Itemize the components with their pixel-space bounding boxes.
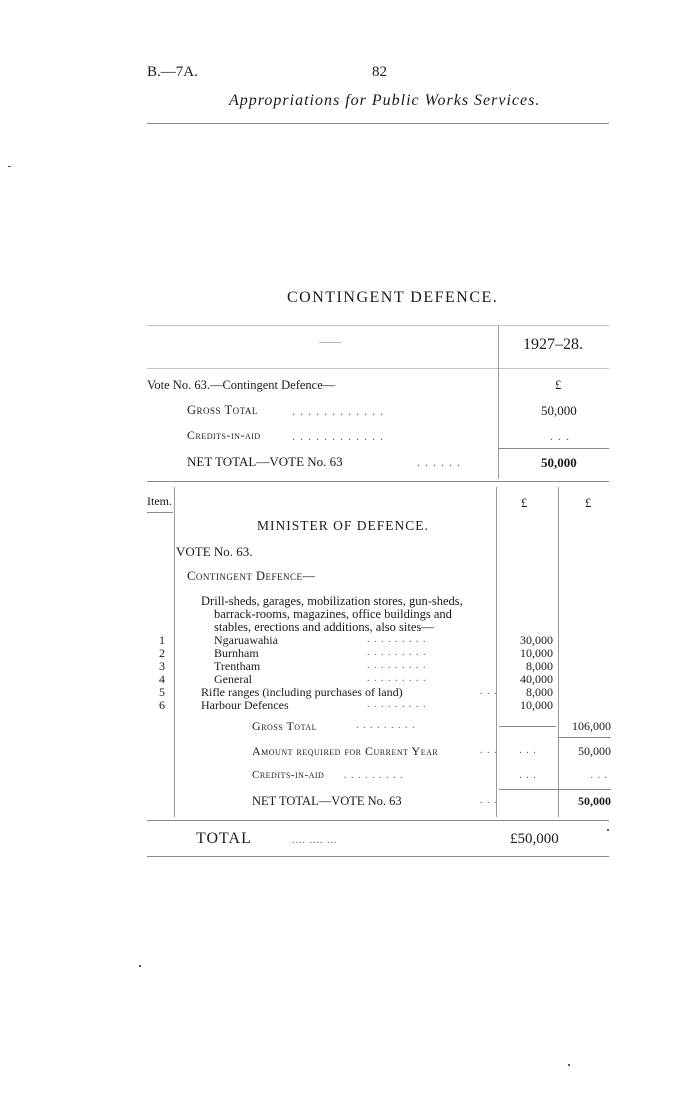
- item-name: Rifle ranges (including purchases of land): [201, 685, 403, 699]
- item-column-header: Item.: [147, 494, 172, 508]
- summary-header-rule: [147, 368, 609, 369]
- item-name: Trentham: [214, 659, 261, 673]
- scan-mark: [139, 965, 141, 967]
- item-dots: . . . . . . . . .: [367, 647, 427, 658]
- summary-net-total-dots: . . . . . .: [417, 455, 461, 469]
- description-line-3: stables, erections and additions, also sites—: [214, 620, 434, 634]
- grand-total-value: £50,000: [510, 831, 559, 847]
- gross-total-rule: [499, 726, 556, 727]
- item-amount: 8,000: [526, 659, 553, 673]
- detail-credits-label: Credits-in-aid: [252, 769, 325, 781]
- item-name: Burnham: [214, 646, 259, 660]
- amount-required-dots: . . .: [480, 745, 498, 756]
- detail-credits-col2: . . .: [590, 770, 608, 781]
- running-title: Appropriations for Public Works Services.: [229, 92, 541, 109]
- item-dots: . . . . . . . . .: [367, 673, 427, 684]
- gross-total-dots: . . . . . . . . .: [356, 720, 416, 731]
- gross-total-label: Gross Total: [252, 719, 317, 733]
- description-column-divider: [496, 487, 497, 817]
- summary-vote-label: Vote No. 63.—Contingent Defence—: [147, 378, 336, 392]
- item-dots: . . . . . . . . .: [367, 660, 427, 671]
- gross-total-value: 106,000: [572, 719, 611, 733]
- scan-mark: [607, 829, 609, 831]
- page-number: 82: [372, 64, 387, 80]
- item-number: 5: [159, 685, 165, 699]
- detail-credits-dots: . . . . . . . . .: [344, 770, 404, 781]
- summary-net-rule: [499, 448, 609, 449]
- grand-total-rule: [147, 856, 609, 857]
- summary-net-total-label: NET TOTAL—VOTE No. 63: [187, 454, 343, 469]
- summary-year: 1927–28.: [523, 336, 583, 353]
- item-number: 4: [159, 672, 165, 686]
- amount-required-value: 50,000: [578, 744, 611, 758]
- item-number: 3: [159, 659, 165, 673]
- summary-bottom-rule: [147, 481, 609, 482]
- item-amount: 10,000: [520, 698, 553, 712]
- summary-credits-dots: . . . . . . . . . . . .: [292, 429, 384, 443]
- grand-total-label: TOTAL: [196, 830, 252, 847]
- description-line-1: Drill-sheds, garages, mobilization stores, gun-sheds,: [201, 594, 463, 608]
- summary-top-rule: [147, 325, 609, 326]
- summary-dash: ——: [319, 336, 341, 348]
- item-name: Ngaruawahia: [214, 633, 278, 647]
- item-column-divider: [174, 487, 175, 817]
- item-amount: 30,000: [520, 633, 553, 647]
- vote-heading: VOTE No. 63.: [176, 544, 253, 559]
- summary-gross-total-dots: . . . . . . . . . . . .: [292, 404, 384, 418]
- item-dots: . . . . . . . . .: [367, 699, 427, 710]
- gross-total-right-rule: [559, 737, 611, 738]
- detail-net-total-dots: . . .: [480, 795, 498, 806]
- detail-currency-1: £: [521, 496, 528, 510]
- item-amount: 8,000: [526, 685, 553, 699]
- item-dots: . . . . . . . . .: [367, 634, 427, 645]
- summary-column-divider: [498, 326, 499, 479]
- section-title: CONTINGENT DEFENCE.: [287, 289, 499, 306]
- grand-total-dots: .... .... ...: [292, 835, 338, 846]
- detail-bottom-rule: [147, 820, 609, 821]
- page-reference: B.—7A.: [147, 64, 198, 80]
- item-name: General: [214, 672, 252, 686]
- amount-required-col1: . . .: [519, 745, 537, 756]
- net-total-rule: [499, 789, 611, 790]
- summary-gross-total-label: Gross Total: [187, 403, 258, 417]
- scan-mark: [568, 1064, 570, 1066]
- summary-credits-value: . . .: [550, 429, 570, 443]
- detail-credits-col1: . . .: [519, 770, 537, 781]
- detail-net-total-label: NET TOTAL—VOTE No. 63: [252, 794, 402, 808]
- item-number: 1: [159, 633, 165, 647]
- summary-net-total-value: 50,000: [541, 455, 577, 470]
- amount-required-label: Amount required for Current Year: [252, 744, 439, 758]
- item-name: Harbour Defences: [201, 698, 289, 712]
- summary-currency: £: [555, 378, 562, 392]
- item-header-rule: [147, 512, 173, 513]
- scan-mark: [8, 166, 11, 167]
- header-rule: [147, 123, 609, 124]
- item-amount: 40,000: [520, 672, 553, 686]
- item-amount: 10,000: [520, 646, 553, 660]
- item-number: 6: [159, 698, 165, 712]
- item-dots: . . .: [480, 686, 498, 697]
- amount-column-divider: [558, 487, 559, 817]
- ministry-heading: MINISTER OF DEFENCE.: [257, 518, 429, 533]
- detail-net-total-value: 50,000: [578, 794, 611, 808]
- subhead: Contingent Defence—: [187, 569, 316, 583]
- item-number: 2: [159, 646, 165, 660]
- summary-gross-total-value: 50,000: [541, 403, 577, 418]
- summary-credits-label: Credits-in-aid: [187, 428, 261, 442]
- description-line-2: barrack-rooms, magazines, office buildings and: [214, 607, 452, 621]
- detail-currency-2: £: [585, 496, 592, 510]
